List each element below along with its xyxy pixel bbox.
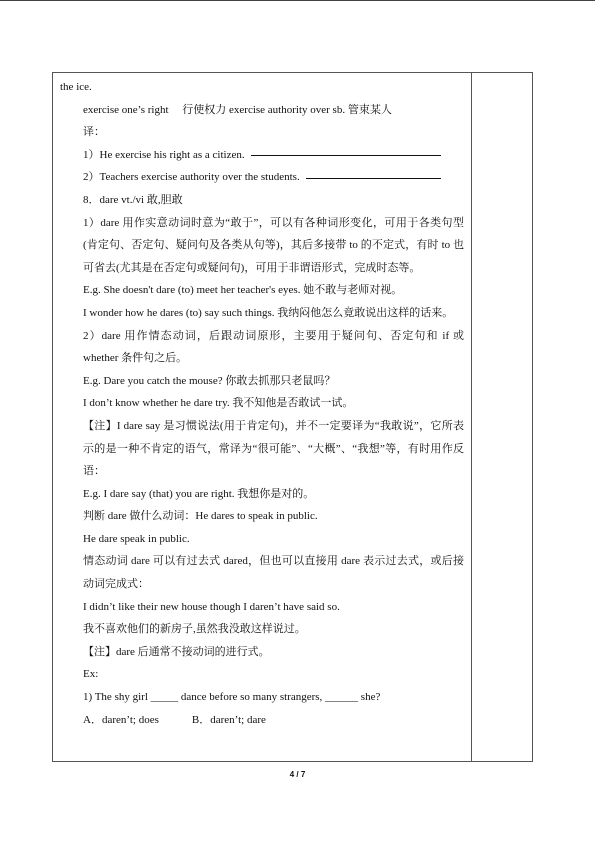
text-line: 译： bbox=[83, 126, 105, 139]
answer-blank[interactable] bbox=[251, 154, 441, 156]
text-line: exercise one’s right 行使权力 exercise authority over sb. 管束某人 bbox=[83, 103, 392, 116]
exercise-line: 2）Teachers exercise authority over the students. bbox=[60, 166, 464, 189]
exercise-line: 1）He exercise his right as a citizen. bbox=[60, 144, 464, 167]
example-line: E.g. I dare say (that) you are right. 我想你是对的。 bbox=[83, 487, 315, 500]
example-line: E.g. Dare you catch the mouse? 你敢去抓那只老鼠吗？ bbox=[83, 374, 336, 387]
example-line: I didn’t like their new house though I daren’t have said so. bbox=[83, 600, 340, 613]
note-paragraph: 【注】I dare say 是习惯说法(用于肯定句)，并不一定要译为“我敢说”，它所表示的是一种不肯定的语气，常译为“很可能”、“大概”、“我想”等，有时用作反语： bbox=[83, 419, 464, 478]
exercise-question: 1) The shy girl _____ dance before so many strangers, ______ she? bbox=[83, 691, 381, 704]
column-divider bbox=[471, 72, 472, 762]
example-line: I don’t know whether he dare try. 我不知他是否敢试一试。 bbox=[83, 397, 354, 410]
text-paragraph: 情态动词 dare 可以有过去式 dared，但也可以直接用 dare 表示过去式，或后接动词完成式： bbox=[83, 555, 464, 591]
text-paragraph: 2）dare 用作情态动词，后跟动词原形，主要用于疑问句、否定句和 if 或 whether 条件句之后。 bbox=[83, 329, 464, 365]
example-line: E.g. She doesn't dare (to) meet her teacher's eyes. 她不敢与老师对视。 bbox=[83, 284, 403, 297]
text-paragraph: 1）dare 用作实意动词时意为“敢于”，可以有各种词形变化，可用于各类句型(肯定句、否定句、疑问句及各类从句等)，其后多接带 to 的不定式，有时 to 也可省去(尤其是在否定句或疑问句)，可用于非谓语形式，完成时态等。 bbox=[83, 216, 464, 274]
section-heading: 8．dare vt./vi 敢,胆敢 bbox=[83, 193, 183, 206]
example-line: I wonder how he dares (to) say such things. 我纳闷他怎么竟敢说出这样的话来。 bbox=[83, 306, 454, 319]
page-number: 4 / 7 bbox=[289, 770, 306, 779]
document-body bbox=[60, 76, 464, 731]
exercise-heading: Ex: bbox=[83, 668, 99, 681]
exercise-options: A．daren’t; does B．daren’t; dare bbox=[83, 713, 266, 726]
text-line: 我不喜欢他们的新房子,虽然我没敢这样说过。 bbox=[83, 623, 306, 636]
text-line: the ice. bbox=[60, 81, 92, 93]
answer-blank[interactable] bbox=[306, 177, 441, 179]
text-line: He dare speak in public. bbox=[83, 532, 190, 545]
text-line: 判断 dare 做什么动词：He dares to speak in public. bbox=[83, 510, 318, 523]
header-rule bbox=[0, 0, 595, 1]
note-line: 【注】dare 后通常不接动词的进行式。 bbox=[83, 645, 270, 658]
